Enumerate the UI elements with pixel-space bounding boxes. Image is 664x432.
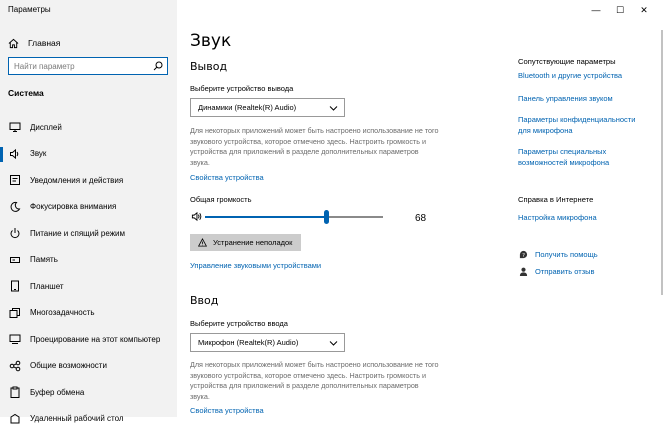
sidebar-item-label: Дисплей — [30, 123, 62, 132]
input-device-value: Микрофон (Realtek(R) Audio) — [198, 338, 298, 347]
output-description: Для некоторых приложений может быть настроено использование не того звукового устройства, которое отмечено здесь. Настроить громкость и устройства для приложений в разделе дополнительных параметров звука. — [190, 126, 440, 168]
input-heading: Ввод — [190, 294, 218, 307]
projecting-icon — [9, 333, 21, 345]
main-content — [177, 0, 664, 417]
shared-experiences-icon — [9, 360, 21, 372]
feedback-label: Отправить отзыв — [535, 267, 595, 276]
input-properties-link[interactable]: Свойства устройства — [190, 406, 264, 415]
sidebar-item-label: Питание и спящий режим — [30, 229, 125, 238]
svg-text:?: ? — [522, 253, 525, 259]
search-icon[interactable] — [153, 61, 163, 71]
sidebar-item-clipboard[interactable] — [0, 379, 177, 406]
speaker-icon — [9, 148, 21, 160]
sidebar-item-tablet[interactable] — [0, 273, 177, 300]
section-heading: Система — [8, 88, 44, 98]
moon-icon — [9, 201, 21, 213]
input-device-dropdown[interactable] — [190, 333, 345, 352]
sidebar-item-label: Многозадачность — [30, 308, 95, 317]
volume-slider-thumb[interactable] — [324, 210, 329, 224]
get-help-link[interactable] — [519, 250, 598, 259]
sidebar-item-shared-experiences[interactable] — [0, 353, 177, 380]
manage-devices-link[interactable]: Управление звуковыми устройствами — [190, 261, 321, 270]
sidebar-item-label: Удаленный рабочий стол — [30, 414, 124, 423]
minimize-button[interactable]: — — [584, 3, 608, 17]
close-button[interactable]: ✕ — [632, 3, 656, 17]
volume-value: 68 — [415, 213, 426, 224]
sidebar-item-projecting[interactable] — [0, 326, 177, 353]
home-label: Главная — [28, 38, 60, 48]
sidebar-item-power[interactable] — [0, 220, 177, 247]
monitor-icon — [9, 121, 21, 133]
output-device-value: Динамики (Realtek(R) Audio) — [198, 103, 296, 112]
sidebar-item-label: Память — [30, 255, 58, 264]
related-link-mic-accessibility[interactable]: Параметры специальных возможностей микрофона — [518, 147, 648, 168]
scrollbar[interactable] — [661, 30, 663, 295]
volume-slider-track[interactable] — [205, 216, 383, 218]
storage-icon — [9, 254, 21, 266]
remote-desktop-icon — [9, 413, 21, 425]
sidebar-item-label: Звук — [30, 149, 46, 158]
input-select-label: Выберите устройство ввода — [190, 319, 288, 328]
clipboard-icon — [9, 386, 21, 398]
troubleshoot-button[interactable] — [190, 234, 301, 251]
output-heading: Вывод — [190, 60, 227, 73]
notifications-icon — [9, 174, 21, 186]
sidebar-item-display[interactable] — [0, 114, 177, 141]
maximize-button[interactable]: ☐ — [608, 3, 632, 17]
power-icon — [9, 227, 21, 239]
get-help-label: Получить помощь — [535, 250, 598, 259]
output-properties-link[interactable]: Свойства устройства — [190, 173, 264, 182]
troubleshoot-label: Устранение неполадок — [213, 238, 292, 247]
sidebar-item-label: Буфер обмена — [30, 388, 84, 397]
sidebar-item-label: Фокусировка внимания — [30, 202, 116, 211]
feedback-icon — [519, 267, 528, 276]
sidebar-item-notifications[interactable] — [0, 167, 177, 194]
output-select-label: Выберите устройство вывода — [190, 84, 293, 93]
sidebar-item-label: Общие возможности — [30, 361, 107, 370]
home-link[interactable] — [8, 36, 60, 50]
chevron-down-icon — [329, 339, 338, 347]
related-link-sound-control-panel[interactable]: Панель управления звуком — [518, 94, 648, 105]
help-link-mic-setup[interactable]: Настройка микрофона — [518, 213, 648, 224]
volume-slider-fill — [205, 216, 326, 218]
tablet-icon — [9, 280, 21, 292]
warning-icon — [198, 238, 207, 247]
sidebar — [0, 0, 177, 417]
related-link-mic-privacy[interactable]: Параметры конфиденциальности для микрофона — [518, 115, 648, 136]
related-link-bluetooth[interactable]: Bluetooth и другие устройства — [518, 71, 648, 82]
window-title: Параметры — [8, 5, 51, 14]
window-controls — [584, 3, 656, 17]
help-heading: Справка в Интернете — [518, 195, 593, 204]
sidebar-item-storage[interactable] — [0, 247, 177, 274]
multitasking-icon — [9, 307, 21, 319]
sidebar-item-label: Планшет — [30, 282, 64, 291]
sidebar-item-remote-desktop[interactable] — [0, 406, 177, 432]
home-icon — [8, 38, 19, 49]
volume-label: Общая громкость — [190, 195, 251, 204]
page-title: Звук — [190, 31, 231, 51]
help-icon — [519, 250, 528, 259]
speaker-icon[interactable] — [191, 211, 202, 222]
sidebar-item-sound[interactable] — [0, 141, 177, 168]
related-settings-heading: Сопутствующие параметры — [518, 57, 616, 66]
feedback-link[interactable] — [519, 267, 595, 276]
sidebar-item-focus[interactable] — [0, 194, 177, 221]
search-input[interactable] — [14, 62, 149, 71]
sidebar-item-label: Проецирование на этот компьютер — [30, 335, 160, 344]
output-device-dropdown[interactable] — [190, 98, 345, 117]
sidebar-item-label: Уведомления и действия — [30, 176, 123, 185]
search-box[interactable] — [8, 57, 168, 75]
sidebar-nav — [0, 114, 177, 432]
chevron-down-icon — [329, 104, 338, 112]
input-description: Для некоторых приложений может быть настроено использование не того звукового устройства, которое отмечено здесь. Настроить громкость и устройства для приложений в разделе дополнительных параметров звука. — [190, 360, 440, 402]
sidebar-item-multitasking[interactable] — [0, 300, 177, 327]
